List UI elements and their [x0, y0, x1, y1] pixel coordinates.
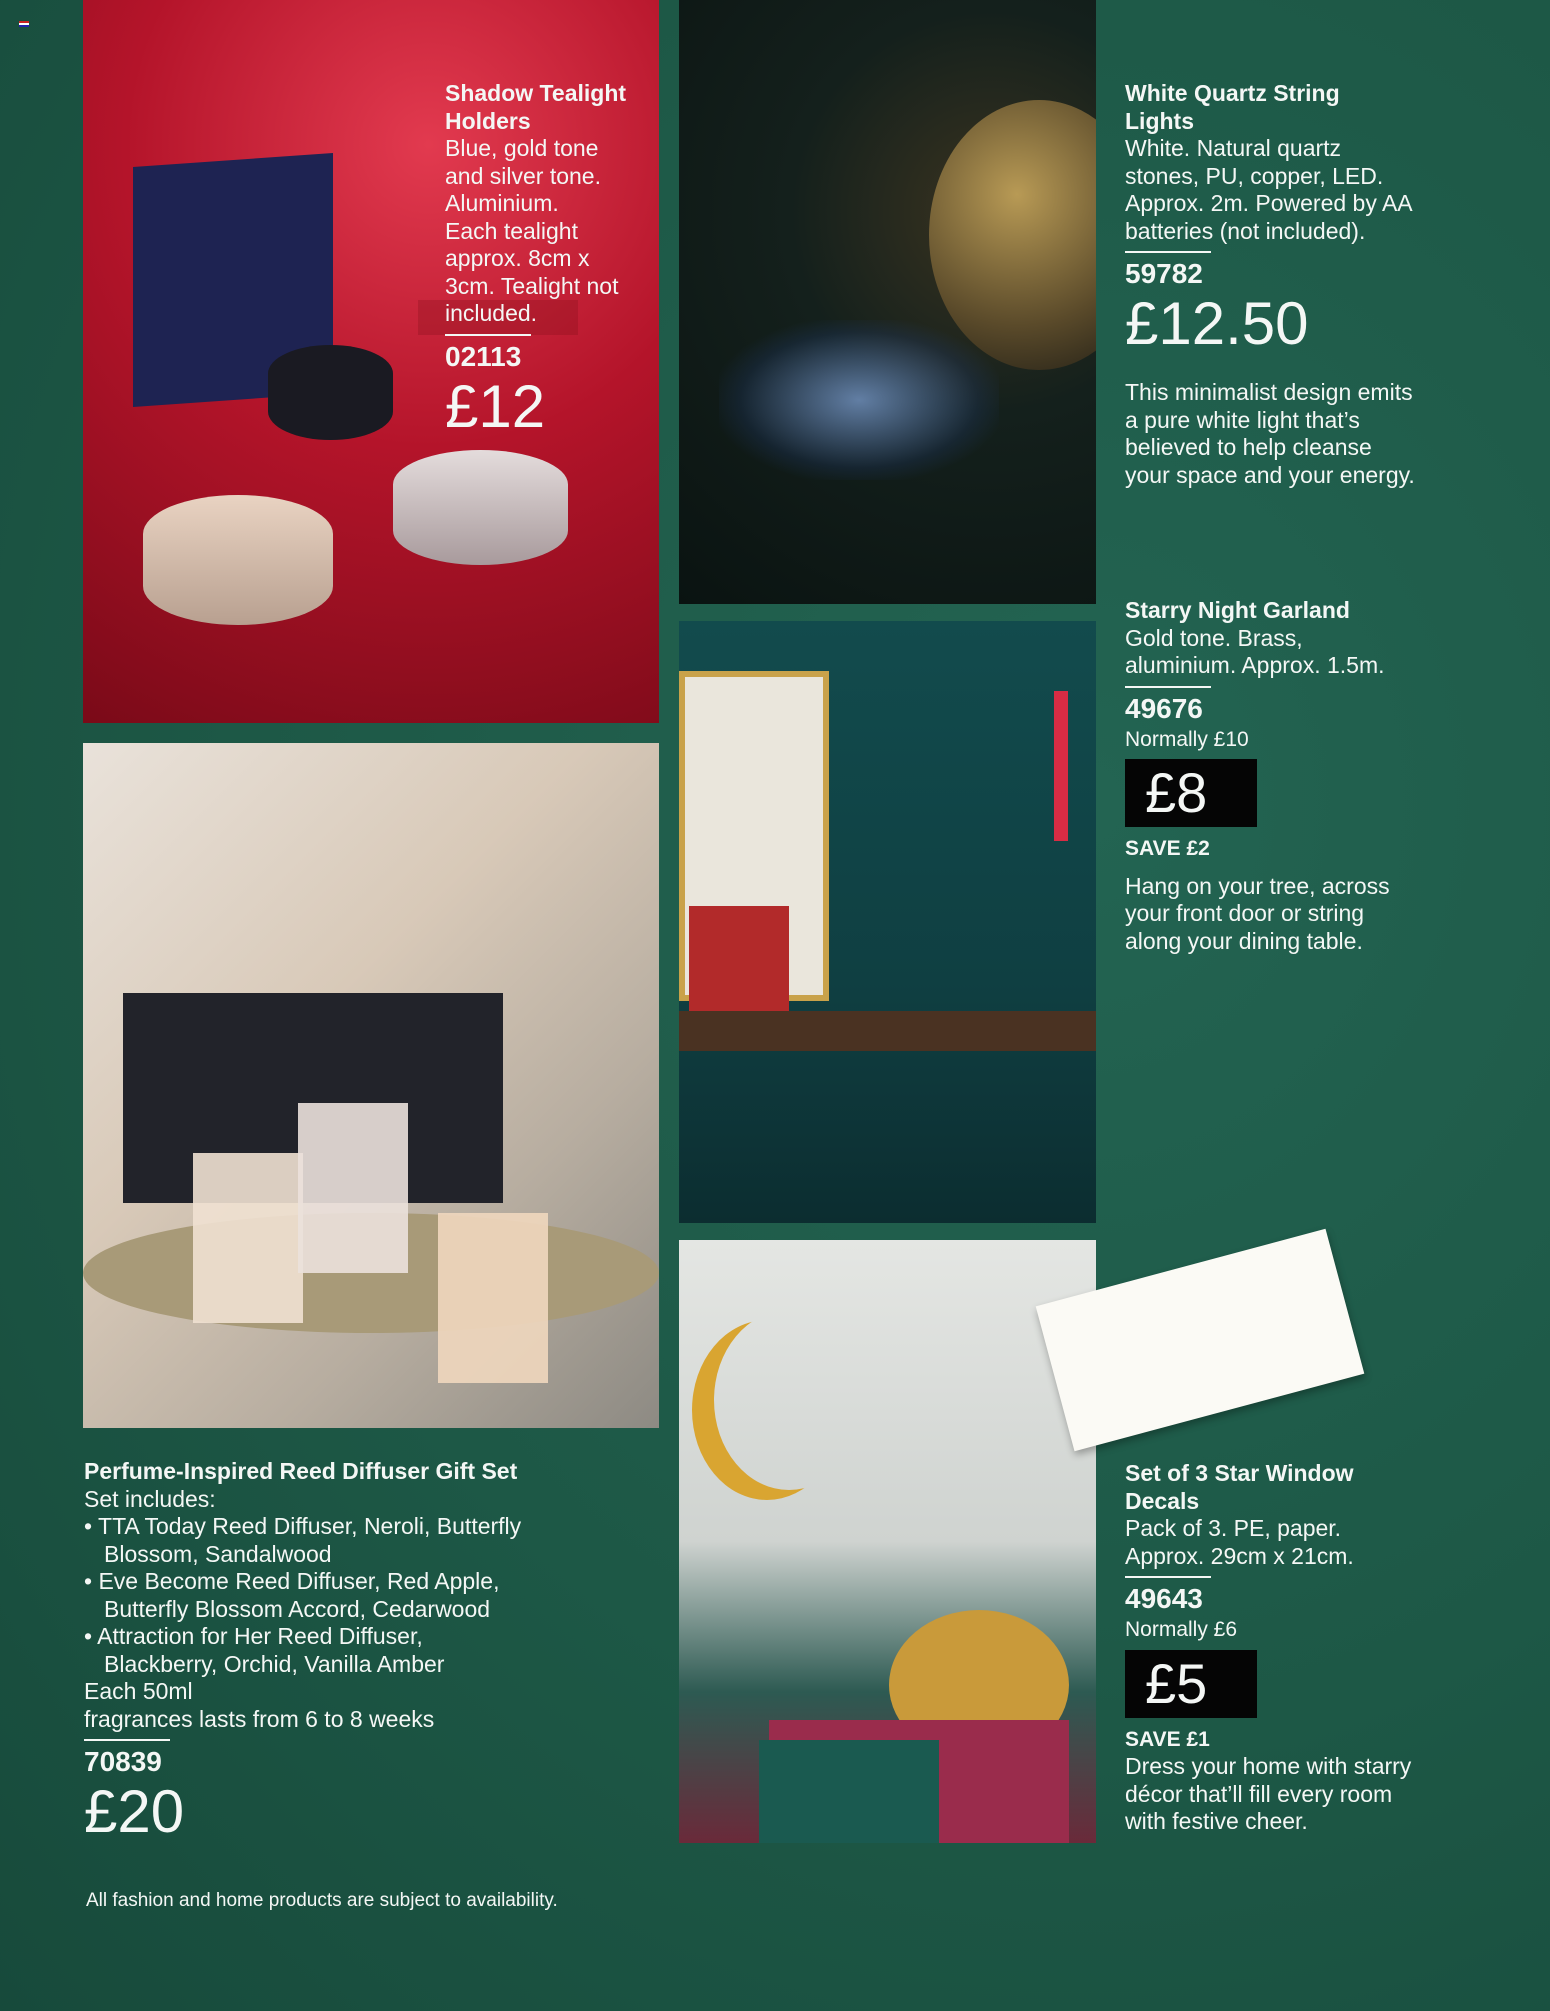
list-item: • Attraction for Her Reed Diffuser, Blackberry, Orchid, Vanilla Amber — [84, 1623, 445, 1677]
product-desc: Aluminium. — [445, 190, 559, 216]
product-reed-diffuser — [84, 1458, 664, 1845]
divider — [1125, 1576, 1211, 1578]
list-item: • TTA Today Reed Diffuser, Neroli, Butterfly Blossom, Sandalwood — [84, 1513, 522, 1567]
product-code: 70839 — [84, 1746, 162, 1777]
divider — [84, 1739, 170, 1741]
product-code: 02113 — [445, 340, 522, 372]
product-code: 59782 — [1125, 258, 1203, 289]
divider — [445, 334, 531, 336]
product-title: Starry Night Garland — [1125, 597, 1350, 623]
garland-photo — [679, 621, 1096, 1223]
product-string-lights — [1125, 80, 1415, 489]
product-title: White Quartz String Lights — [1125, 80, 1340, 134]
product-blurb: This minimalist design emits a pure white light that’s believed to help cleanse your space and your energy. — [1125, 379, 1415, 488]
product-desc: Pack of 3. PE, paper. Approx. 29cm x 21cm. — [1125, 1515, 1354, 1569]
sale-price-badge: £8 — [1125, 759, 1257, 827]
product-code: 49643 — [1125, 1583, 1203, 1614]
product-duration: fragrances lasts from 6 to 8 weeks — [84, 1705, 435, 1732]
product-garland — [1125, 597, 1415, 955]
product-desc: Each tealight — [445, 217, 578, 244]
string-lights-photo — [679, 0, 1096, 604]
product-desc: approx. 8cm x — [445, 245, 590, 271]
product-desc: Gold tone. Brass, aluminium. Approx. 1.5m. — [1125, 624, 1385, 678]
product-title: Set of 3 Star Window Decals — [1125, 1460, 1354, 1514]
product-code: 49676 — [1125, 692, 1203, 724]
sale-price-badge: £5 — [1125, 1650, 1257, 1718]
product-price: £12.50 — [1125, 290, 1309, 357]
product-desc: White. Natural quartz stones, PU, copper, LED. Approx. 2m. Powered by AA batteries (not included). — [1125, 135, 1412, 244]
normal-price: Normally £6 — [1125, 1618, 1238, 1641]
normal-price: Normally £10 — [1125, 727, 1249, 751]
product-blurb: Dress your home with starry décor that’ll fill every room with festive cheer. — [1125, 1753, 1412, 1834]
window-decals-photo — [679, 1240, 1096, 1843]
product-desc: 3cm. Tealight not — [445, 272, 619, 299]
saving-text: SAVE £2 — [1125, 837, 1210, 860]
product-desc: Blue, gold tone — [445, 135, 599, 161]
product-tealight — [445, 80, 655, 440]
availability-footer: All fashion and home products are subject to availability. — [86, 1890, 558, 1911]
reed-diffuser-photo — [83, 743, 659, 1428]
product-price: £20 — [84, 1778, 185, 1845]
product-size: Each 50ml — [84, 1678, 193, 1704]
product-price: £12 — [445, 372, 546, 440]
product-blurb: Hang on your tree, across your front door or string along your dining table. — [1125, 872, 1390, 954]
product-desc: included. — [445, 300, 538, 326]
saving-text: SAVE £1 — [1125, 1727, 1210, 1751]
product-desc: and silver tone. — [445, 162, 601, 189]
product-desc: Set includes: — [84, 1485, 216, 1512]
product-title: Shadow Tealight Holders — [445, 80, 627, 134]
divider — [1125, 251, 1211, 253]
divider — [1125, 686, 1211, 688]
product-title: Perfume-Inspired Reed Diffuser Gift Set — [84, 1458, 518, 1484]
list-item: • Eve Become Reed Diffuser, Red Apple, Butterfly Blossom Accord, Cedarwood — [84, 1568, 500, 1622]
product-window-decals — [1125, 1460, 1415, 1836]
flag-icon — [19, 21, 29, 27]
